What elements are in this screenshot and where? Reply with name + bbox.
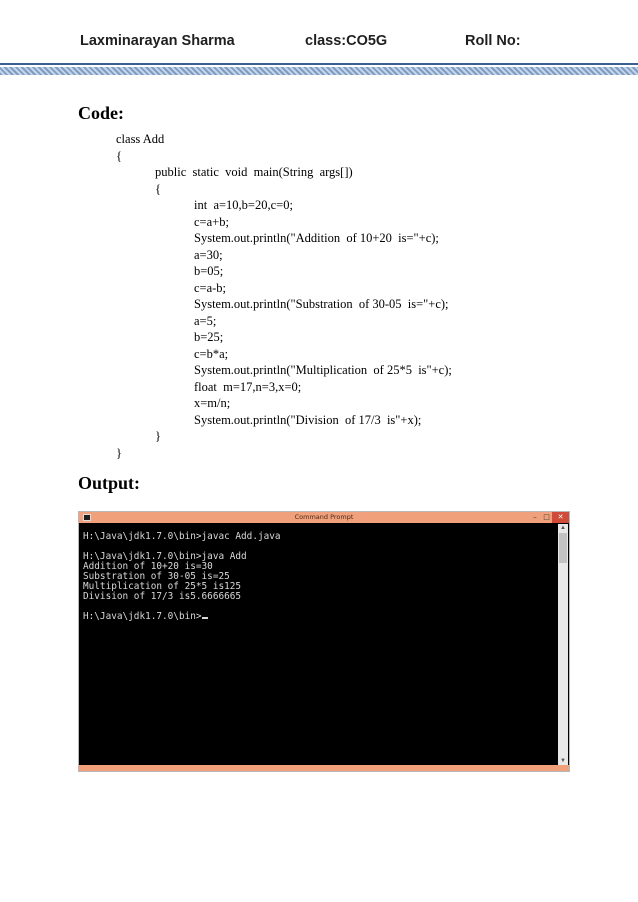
terminal-title: Command Prompt	[294, 513, 354, 521]
header-pattern-rule	[0, 67, 638, 75]
code-line: b=25;	[194, 330, 224, 344]
code-line: x=m/n;	[194, 396, 231, 410]
command-prompt-window	[78, 511, 570, 772]
code-line: c=a-b;	[194, 280, 227, 295]
scroll-up-icon[interactable]: ▲	[560, 525, 566, 531]
terminal-line-text: Substration of 30-05 is=25	[83, 571, 230, 582]
code-line: b=05;	[194, 264, 224, 278]
scrollbar-thumb[interactable]	[559, 533, 567, 563]
code-line: System.out.println("Substration of 30-05 is="+c);	[194, 297, 449, 311]
code-heading: Code:	[78, 103, 124, 123]
minimize-icon[interactable]: –	[533, 513, 537, 521]
terminal-line-text: Addition of 10+20 is=30	[83, 561, 213, 572]
code-line: {	[116, 148, 122, 163]
terminal-screen[interactable]	[81, 524, 557, 765]
code-line: System.out.println("Division of 17/3 is"+x);	[194, 412, 422, 427]
code-line: int a=10,b=20,c=0;	[194, 198, 293, 212]
code-line: c=b*a;	[194, 346, 229, 361]
terminal-line-text: Division of 17/3 is5.6666665	[83, 591, 242, 602]
terminal-output-line	[83, 612, 208, 622]
terminal-line-text: Multiplication of 25*5 is125	[83, 581, 242, 592]
terminal-bottom-border	[79, 765, 569, 771]
header-rule	[0, 63, 638, 65]
code-line: c=a+b;	[194, 214, 229, 229]
code-line: }	[116, 445, 122, 460]
terminal-output-line	[83, 592, 241, 602]
maximize-icon[interactable]: □	[543, 513, 550, 521]
class-label: class:CO5G	[305, 33, 388, 49]
code-line: System.out.println("Addition of 10+20 is="+c);	[194, 231, 439, 245]
roll-number-label: Roll No:	[465, 33, 521, 49]
code-line: a=5;	[194, 313, 217, 328]
page-header	[80, 33, 560, 53]
code-line: }	[155, 429, 161, 443]
code-line: public static void main(String args[])	[155, 165, 353, 179]
terminal-line-text: H:\Java\jdk1.7.0\bin>java Add	[83, 551, 247, 562]
output-heading: Output:	[78, 473, 141, 493]
code-line: float m=17,n=3,x=0;	[194, 379, 302, 394]
terminal-output-line	[83, 532, 281, 542]
terminal-titlebar[interactable]	[79, 512, 569, 523]
author-name: Laxminarayan Sharma	[80, 33, 235, 49]
code-line: System.out.println("Multiplication of 25*5 is"+c);	[194, 363, 452, 377]
terminal-scrollbar[interactable]	[558, 524, 568, 765]
code-line: {	[155, 181, 161, 196]
close-icon[interactable]: ✕	[552, 512, 569, 523]
terminal-line-text: H:\Java\jdk1.7.0\bin>javac Add.java	[83, 531, 281, 542]
terminal-line-text: H:\Java\jdk1.7.0\bin>	[83, 611, 202, 622]
terminal-cursor	[202, 617, 208, 619]
scroll-down-icon[interactable]: ▼	[560, 758, 566, 764]
code-line: class Add	[116, 132, 165, 146]
code-line: a=30;	[194, 247, 223, 262]
